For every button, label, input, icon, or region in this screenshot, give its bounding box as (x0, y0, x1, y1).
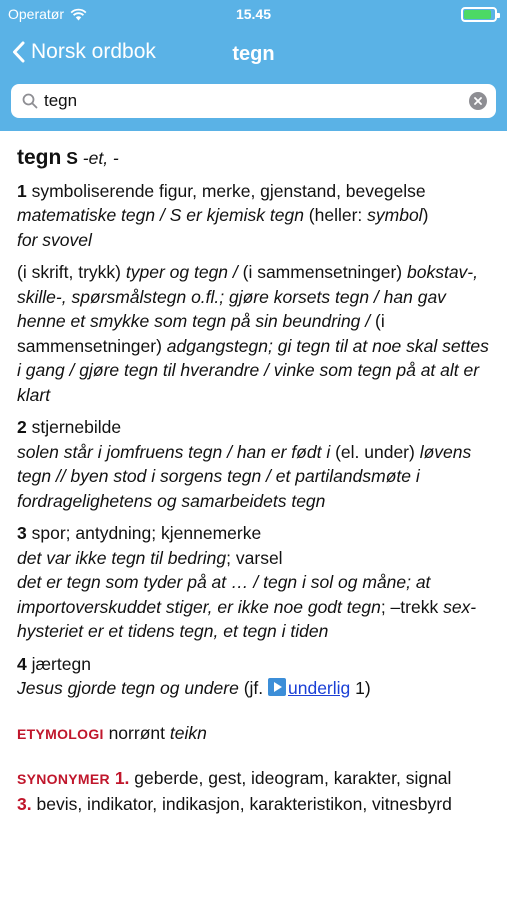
status-bar (0, 0, 507, 28)
sense-1-sub (17, 260, 490, 407)
sense-4 (17, 652, 490, 701)
page-title: tegn (232, 43, 275, 65)
example: for svovel (17, 229, 92, 250)
sense-number: 1 (17, 180, 27, 201)
play-arrow-icon[interactable] (268, 678, 286, 696)
note: ) (422, 205, 429, 225)
battery-level (464, 10, 491, 19)
example: det er tegn som tyder på at … / tegn i sol og måne; at importoverskuddet stiger, er ikke noe godt tegn (17, 572, 431, 617)
note: (i sammensetninger) (242, 262, 407, 282)
synonyms (17, 766, 490, 816)
headword: tegn (17, 146, 62, 169)
definition: stjernebilde (31, 417, 122, 437)
note: (heller: (303, 205, 368, 225)
note: (i skrift, trykk) (17, 262, 126, 282)
underlig-link[interactable]: underlig (288, 678, 351, 698)
example: solen står i jomfruens tegn / han er født i (17, 441, 336, 462)
entry-header (17, 146, 490, 171)
dictionary-entry (0, 131, 507, 816)
example: typer og tegn / (125, 262, 243, 282)
sense-number: 2 (17, 417, 27, 437)
etymology (17, 721, 490, 747)
example: det var ikke tegn til bedring (17, 547, 227, 568)
note: (jf. (238, 678, 268, 698)
sense-number: 4 (17, 653, 27, 674)
sense-3 (17, 521, 490, 644)
definition: symboliserende figur, merke, gjenstand, bevegelse (31, 180, 426, 201)
synonym-values: geberde, gest, ideogram, karakter, signal (134, 768, 452, 788)
back-label: Norsk ordbok (31, 40, 156, 63)
etymology-word: teikn (169, 722, 207, 743)
note: ; varsel (226, 547, 283, 568)
etymology-text: norrønt (108, 722, 170, 743)
status-time: 15.45 (235, 6, 272, 22)
example: symbol (367, 205, 423, 225)
definition: spor; antydning; kjennemerke (31, 523, 262, 543)
example: sex-hysteriet er et tidens tegn, et tegn i tiden (17, 596, 477, 641)
carrier-label: Operatør (8, 6, 65, 22)
example: Jesus gjorde tegn og undere (17, 678, 239, 698)
sense-2 (17, 415, 490, 513)
close-icon (474, 97, 482, 105)
synonym-number: 3. (17, 793, 32, 814)
top-bar (0, 0, 507, 131)
etymology-label: ETYMOLOGI (17, 725, 104, 742)
battery-icon (461, 7, 497, 22)
definition: jærtegn (31, 653, 91, 674)
note: (el. under) (335, 441, 420, 462)
note: ; –trekk (380, 596, 444, 617)
search-input[interactable] (44, 91, 464, 111)
navigation-bar (0, 28, 507, 80)
search-bar (11, 84, 496, 118)
example: adgangstegn; gi tegn til at noe skal settes i gang / gjøre tegn til hverandre / vinke som tegn på at alt er klart (17, 335, 489, 405)
synonym-values: bevis, indikator, indikasjon, karakteristikon, vitnesbyrd (36, 793, 452, 814)
inflection: -et, - (82, 148, 119, 168)
search-icon (22, 93, 38, 109)
example: matematiske tegn / S er kjemisk tegn (17, 205, 304, 225)
synonym-number: 1. (114, 768, 130, 788)
sense-number: 3 (17, 523, 27, 543)
example: løvens tegn // byen stod i sorgens tegn / et partilandsmøte i fordragelighetens og samarbeidets tegn (17, 441, 472, 511)
synonyms-label: SYNONYMER (17, 771, 110, 787)
clear-search-button[interactable] (469, 92, 487, 110)
note: (i sammensetninger) (17, 311, 385, 356)
part-of-speech: S (66, 148, 78, 168)
sense-1 (17, 179, 490, 253)
note: 1) (350, 678, 371, 698)
example: bokstav-, skille-, spørsmålstegn o.fl.; gjøre korsets tegn / han gav henne et smykke som tegn på sin beundring / (17, 262, 478, 331)
